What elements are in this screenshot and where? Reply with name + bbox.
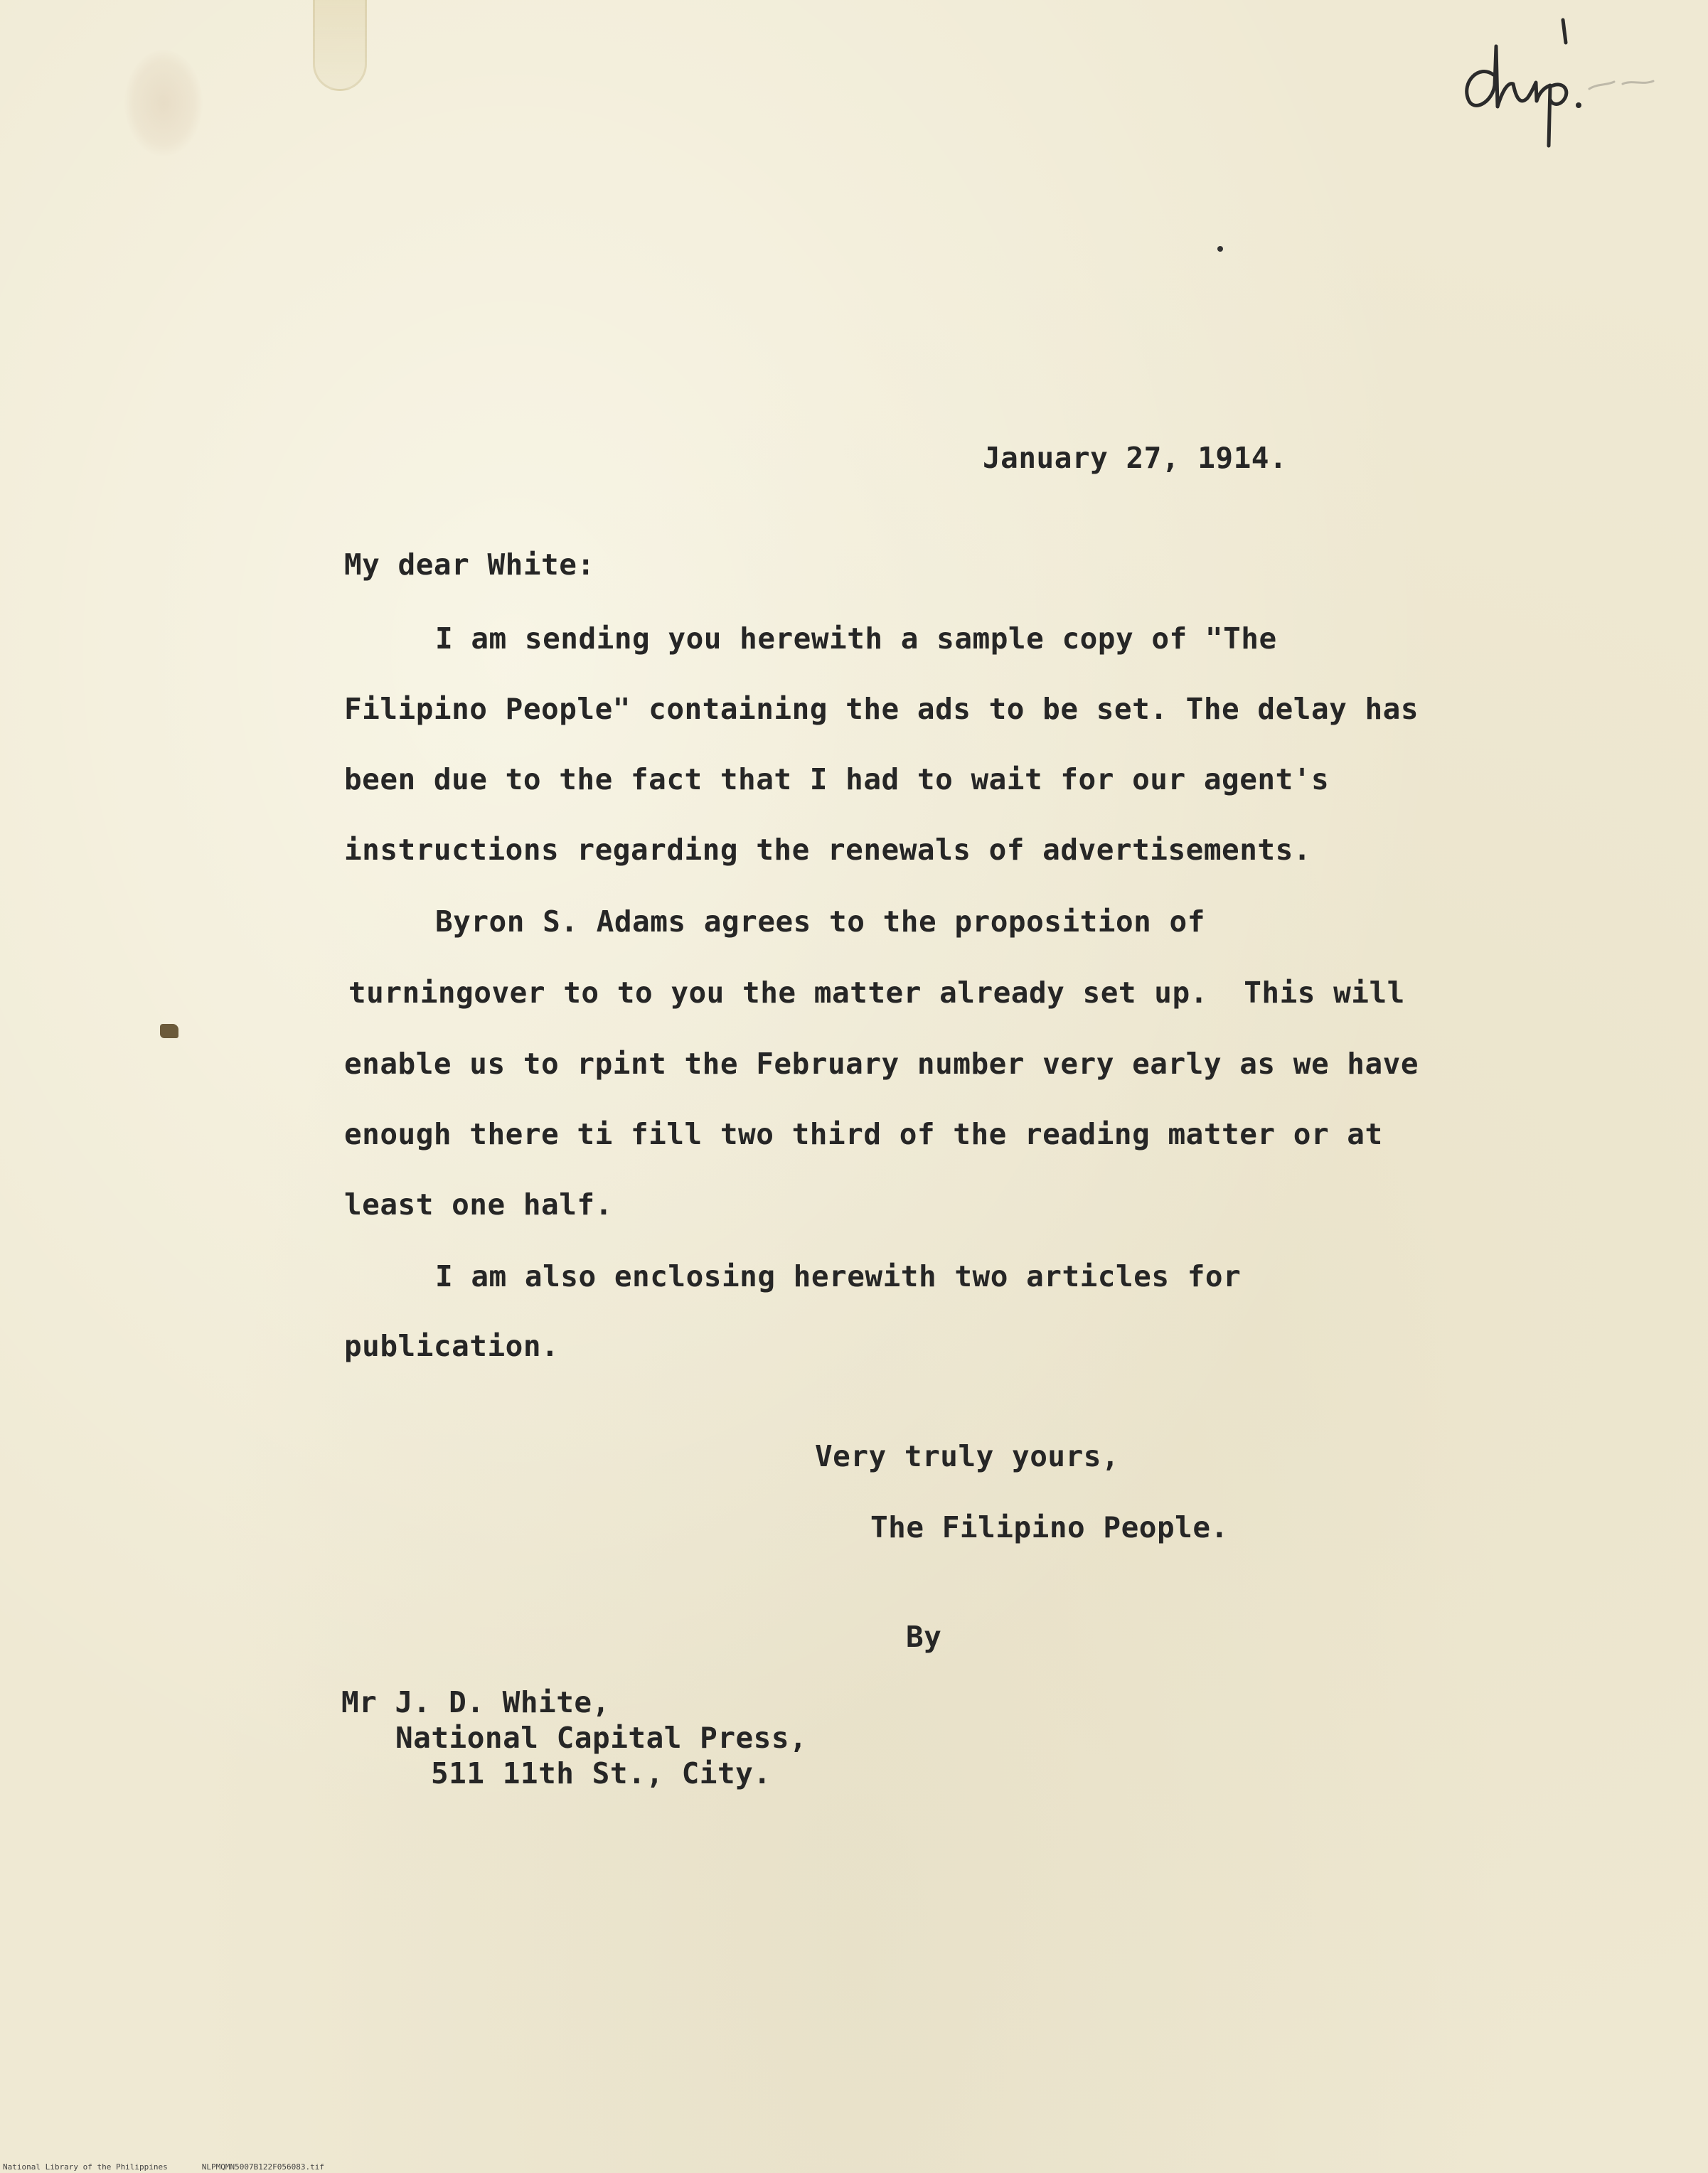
paragraph-3-line-2: publication. bbox=[344, 1329, 560, 1363]
file-name: NLPMQMN5007B122F056083.tif bbox=[201, 2162, 324, 2172]
handwritten-annotation bbox=[1436, 14, 1671, 156]
addressee-street: 511 11th St., City. bbox=[431, 1756, 772, 1790]
addressee-name: Mr J. D. White, bbox=[341, 1685, 610, 1719]
paragraph-2-line-1: Byron S. Adams agrees to the proposition of bbox=[435, 904, 1205, 939]
closing: Very truly yours, bbox=[815, 1439, 1120, 1473]
paragraph-2-line-4: enough there ti fill two third of the reading matter or at bbox=[344, 1117, 1383, 1151]
paragraph-3-line-1: I am also enclosing herewith two articles for bbox=[435, 1259, 1242, 1293]
letter-date: January 27, 1914. bbox=[983, 441, 1288, 475]
paragraph-1-line-3: been due to the fact that I had to wait for our agent's bbox=[344, 762, 1330, 796]
paragraph-2-line-5: least one half. bbox=[344, 1187, 613, 1222]
paper-clip-mark bbox=[313, 0, 367, 91]
salutation: My dear White: bbox=[344, 548, 595, 582]
paragraph-1-line-4: instructions regarding the renewals of advertisements. bbox=[344, 833, 1311, 867]
paragraph-2-line-2: turningover to to you the matter already set up. This will bbox=[348, 976, 1405, 1010]
signature-org: The Filipino People. bbox=[870, 1510, 1229, 1544]
ink-dot bbox=[1217, 246, 1223, 252]
paragraph-1-line-1: I am sending you herewith a sample copy of "The bbox=[435, 621, 1277, 656]
paragraph-2-line-3: enable us to rpint the February number very early as we have bbox=[344, 1047, 1419, 1081]
addressee-company: National Capital Press, bbox=[395, 1721, 808, 1755]
signature-by: By bbox=[906, 1620, 942, 1654]
paper-speck bbox=[160, 1024, 178, 1038]
archive-name: National Library of the Philippines bbox=[3, 2162, 168, 2172]
paper-stain bbox=[124, 50, 203, 156]
paragraph-1-line-2: Filipino People" containing the ads to be set. The delay has bbox=[344, 692, 1419, 726]
archive-footer bbox=[3, 2162, 358, 2172]
